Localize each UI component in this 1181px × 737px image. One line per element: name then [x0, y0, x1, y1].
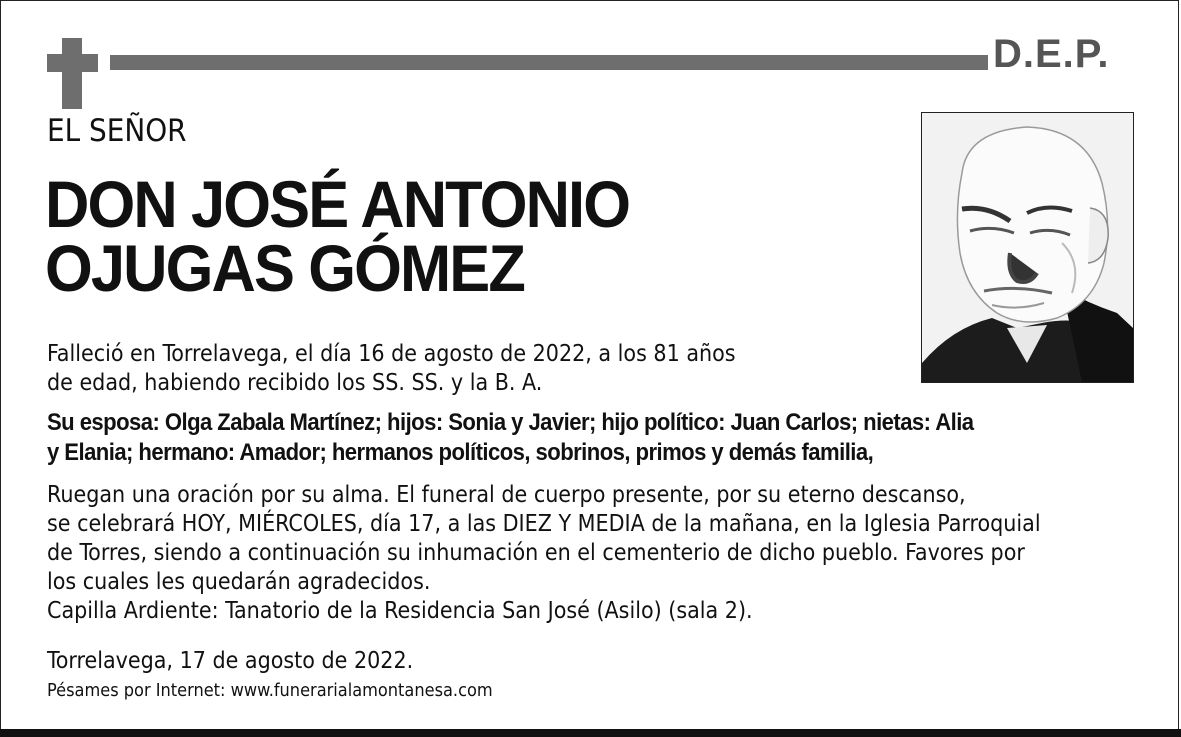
- deceased-name-line1: DON JOSÉ ANTONIO: [45, 167, 630, 241]
- death-line-2: de edad, habiendo recibido los SS. SS. y la B. A.: [47, 370, 543, 396]
- family-line-2: y Elania; hermano: Amador; hermanos políticos, sobrinos, primos y demás familia,: [47, 439, 874, 466]
- funeral-line-4: los cuales les quedarán agradecidos.: [47, 569, 431, 595]
- deceased-name-line2: OJUGAS GÓMEZ: [45, 231, 525, 305]
- chapel-line: Capilla Ardiente: Tanatorio de la Residencia San José (Asilo) (sala 2).: [47, 598, 753, 624]
- portrait-illustration: [922, 113, 1133, 382]
- portrait-photo: [921, 112, 1134, 383]
- header-rule: [110, 55, 988, 70]
- deceased-name: [45, 167, 630, 305]
- condolences-link: Pésames por Internet: www.funerarialamontanesa.com: [47, 680, 493, 701]
- funeral-line-3: de Torres, siendo a continuación su inhumación en el cementerio de dicho pueblo. Favores por: [47, 540, 1025, 566]
- death-line-1: Falleció en Torrelavega, el día 16 de agosto de 2022, a los 81 años: [47, 341, 736, 367]
- place-date: Torrelavega, 17 de agosto de 2022.: [47, 648, 414, 674]
- family-line-1: Su esposa: Olga Zabala Martínez; hijos: Sonia y Javier; hijo político: Juan Carlos; nietas: Alia: [47, 409, 974, 436]
- funeral-line-2: se celebrará HOY, MIÉRCOLES, día 17, a las DIEZ Y MEDIA de la mañana, en la Iglesia Parroquial: [47, 511, 1041, 537]
- cross-icon-bar: [47, 54, 98, 72]
- funeral-details: [47, 481, 1041, 626]
- title-prefix: EL SEÑOR: [47, 113, 187, 149]
- family-list: [47, 408, 974, 468]
- dep-label: D.E.P.: [993, 32, 1110, 76]
- bottom-rule: [0, 729, 1181, 737]
- death-statement: [47, 340, 736, 398]
- cross-icon: [62, 38, 82, 109]
- funeral-line-1: Ruegan una oración por su alma. El funeral de cuerpo presente, por su eterno descanso,: [47, 482, 966, 508]
